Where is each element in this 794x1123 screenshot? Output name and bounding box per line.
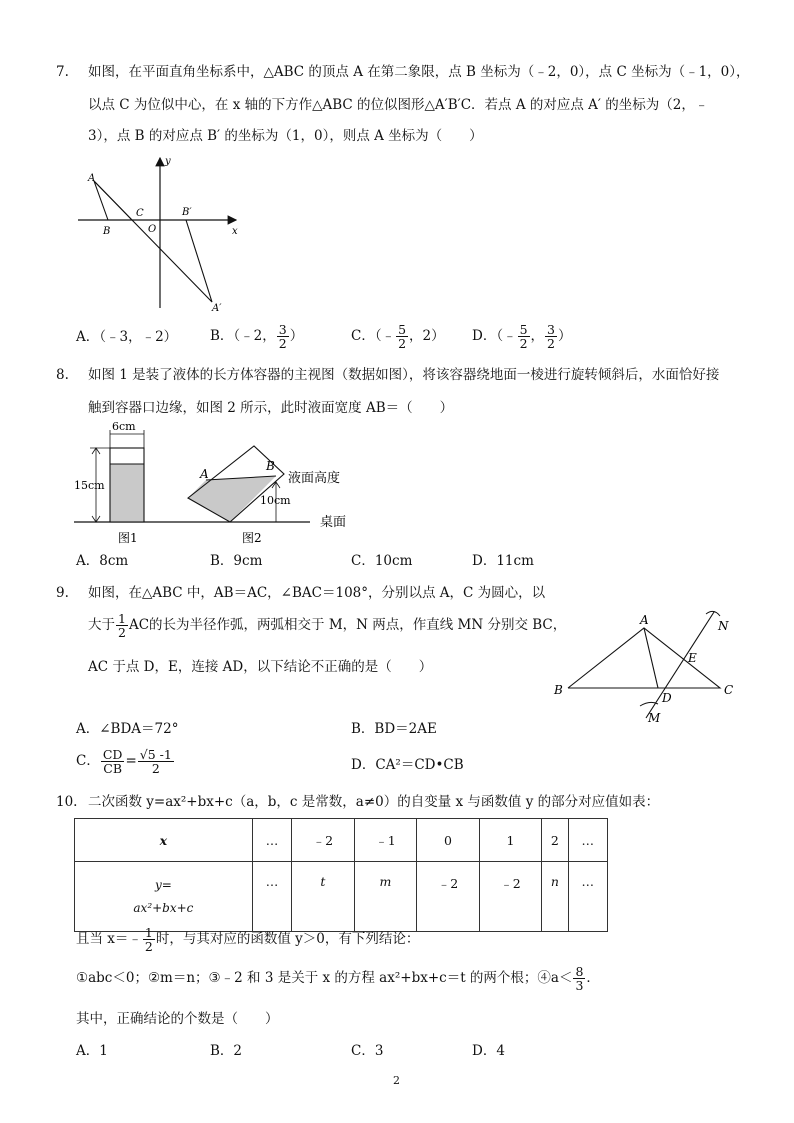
q7-label-o: O — [148, 224, 157, 235]
q8-container-figure — [70, 418, 370, 552]
q9-line-mn — [646, 612, 714, 718]
q9-label-n: N — [718, 619, 729, 633]
q10-line-1: 二次函数 y=ax²+bx+c（a，b，c 是常数，a≠0）的自变量 x 与函数值 y 的部分对应值如表： — [88, 794, 660, 810]
q7-coordinate-figure — [76, 152, 256, 320]
q7-label-x: x — [232, 226, 238, 237]
q9-line-1: 如图，在△ABC 中，AB＝AC，∠BAC＝108°，分别以点 A，C 为圆心，以 — [88, 585, 546, 601]
table-cell: ﹣2 — [479, 862, 542, 932]
q8-number: 8. — [56, 367, 69, 383]
table-cell: m — [354, 862, 417, 932]
q8-fig1-liquid — [110, 464, 144, 522]
q8-label-table: 桌面 — [320, 515, 347, 530]
q9-line-2: 大于 $\frac{1}{2}$ AC的长为半径作弧，两弧相交于 M，N 两点，作直线 MN 分别交 BC， — [88, 611, 567, 641]
table-row — [75, 862, 608, 932]
q8-label-a: A — [200, 467, 209, 481]
table-cell: 2 — [542, 819, 568, 862]
table-cell: … — [568, 819, 607, 862]
q10-option-b: B．2 — [210, 1043, 243, 1059]
table-cell: n — [542, 862, 568, 932]
q10-option-c: C．3 — [351, 1043, 384, 1059]
q9-label-b: B — [554, 683, 563, 697]
table-cell: t — [292, 862, 355, 932]
q9-triangle-abc — [568, 628, 720, 688]
q8-label-h10: 10cm — [260, 494, 291, 507]
q7-option-c: C．（﹣ $\frac{5}{2}$ ，2） — [351, 322, 445, 352]
q8-option-d: D．11cm — [472, 553, 534, 569]
q8-option-b: B．9cm — [210, 553, 263, 569]
q8-line-1: 如图 1 是装了液体的长方体容器的主视图（数据如图），将该容器绕地面一棱进行旋转倾斜后，水面恰好接 — [88, 367, 720, 383]
page-number: 2 — [393, 1074, 400, 1087]
q9-label-e: E — [688, 651, 697, 665]
q9-option-a: A．∠BDA＝72° — [76, 721, 179, 737]
q10-number: 10. — [56, 794, 78, 810]
q8-option-a: A．8cm — [76, 553, 129, 569]
q7-label-y: y — [165, 156, 171, 167]
q9-option-b: B．BD＝2AE — [351, 721, 437, 737]
q10-option-d: D．4 — [472, 1043, 505, 1059]
q9-option-d: D．CA²＝CD•CB — [351, 757, 464, 773]
q10-value-table — [74, 818, 608, 932]
q8-label-width: 6cm — [112, 420, 136, 433]
q8-label-fig2: 图2 — [242, 531, 262, 545]
q9-label-c: C — [724, 683, 734, 697]
table-cell: … — [252, 819, 291, 862]
q10-option-a: A．1 — [76, 1043, 108, 1059]
table-cell: x — [75, 819, 253, 862]
q7-line-1: 如图，在平面直角坐标系中，△ABC 的顶点 A 在第二象限，点 B 坐标为（﹣2，0），点 C 坐标为（﹣1，0）， — [88, 64, 750, 80]
q7-triangle-apbpc — [132, 220, 212, 302]
q7-line-3: 3），点 B 的对应点 B′ 的坐标为（1，0），则点 A 坐标为（ ） — [88, 128, 483, 144]
table-cell: … — [568, 862, 607, 932]
q8-line-2: 触到容器口边缘，如图 2 所示，此时液面宽度 AB＝（ ） — [88, 400, 454, 416]
q8-label-liquid: 液面高度 — [288, 471, 341, 486]
q9-line-3: AC 于点 D，E，连接 AD，以下结论不正确的是（ ） — [88, 659, 433, 675]
q7-label-aprime: A′ — [212, 303, 222, 314]
q9-triangle-figure — [548, 606, 744, 724]
q9-option-c: C． $\frac{CD}{CB}$ = $\frac{√5 -1}{2}$ — [76, 747, 172, 777]
q10-condition: 且当 x＝﹣ $\frac{1}{2}$ 时，与其对应的函数值 y＞0，有下列结论： — [76, 925, 420, 955]
q9-number: 9. — [56, 585, 69, 601]
q8-label-height: 15cm — [74, 479, 105, 492]
table-cell: y= ax²+bx+c — [75, 862, 253, 932]
q7-label-a: A — [88, 173, 96, 184]
q10-conclusions: ①abc＜0；②m＝n；③﹣2 和 3 是关于 x 的方程 ax²+bx+c＝t 的两个根；④a＜ $\frac{8}{3}$ ． — [76, 964, 600, 994]
q7-line-2: 以点 C 为位似中心，在 x 轴的下方作△ABC 的位似图形△A′B′C．若点 A 的对应点 A′ 的坐标为（2，﹣ — [88, 97, 709, 113]
q7-option-b: B．（﹣2， $\frac{3}{2}$ ） — [210, 322, 304, 352]
q10-ask: 其中，正确结论的个数是（ ） — [76, 1011, 279, 1027]
table-row — [75, 819, 608, 862]
q7-option-d: D．（﹣ $\frac{5}{2}$ ， $\frac{3}{2}$ ） — [472, 322, 572, 352]
q8-option-c: C．10cm — [351, 553, 413, 569]
q7-label-c: C — [136, 208, 144, 219]
q8-label-fig1: 图1 — [118, 531, 138, 545]
table-cell: … — [252, 862, 291, 932]
table-cell: 0 — [417, 819, 480, 862]
q7-label-bprime: B′ — [182, 207, 192, 218]
q9-label-d: D — [662, 691, 672, 705]
table-cell: 1 — [479, 819, 542, 862]
q9-label-a: A — [640, 613, 649, 627]
q8-label-b: B — [266, 459, 275, 473]
q9-label-m: M — [648, 711, 661, 724]
table-cell: ﹣1 — [354, 819, 417, 862]
q7-option-a: A．（﹣3，﹣2） — [76, 329, 178, 345]
table-cell: ﹣2 — [417, 862, 480, 932]
q7-number: 7. — [56, 64, 69, 80]
q7-label-b: B — [103, 226, 111, 237]
table-cell: ﹣2 — [292, 819, 355, 862]
